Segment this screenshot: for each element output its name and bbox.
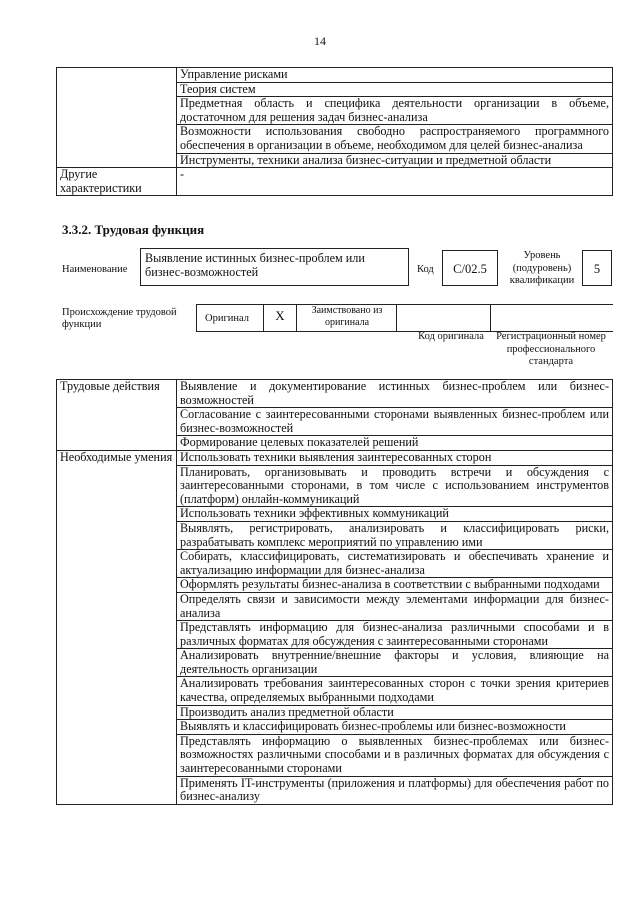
skill-item: Выявлять, регистрировать, анализировать и классифицировать риски, разрабатывать комплекс мероприятий по управлению ими [177, 521, 613, 549]
knowledge-item: Теория систем [177, 82, 613, 97]
table-row [57, 380, 613, 408]
knowledge-item: Управление рисками [177, 68, 613, 83]
borrowed-label: Заимствовано из оригинала [311, 305, 383, 328]
functions-table [56, 379, 613, 805]
labor-action-item: Формирование целевых показателей решений [177, 436, 613, 451]
other-characteristics-label: Другие характеристики [57, 168, 177, 196]
skill-item: Собирать, классифицировать, систематизировать и обеспечивать хранение и актуализацию информации для бизнес-анализа [177, 550, 613, 578]
original-label: Оригинал [205, 313, 249, 324]
skill-item: Планировать, организовывать и проводить встречи и обсуждения с заинтересованными сторонами, в том числе с использованием инструментов (платформ) онлайн-коммуникаций [177, 465, 613, 507]
page-number: 14 [314, 34, 326, 48]
code-label: Код [417, 264, 434, 275]
function-name-box: Выявление истинных бизнес-проблем или бизнес-возможностей [140, 248, 409, 286]
table-row [57, 68, 613, 83]
other-characteristics-value: - [177, 168, 613, 196]
skill-item: Применять IT-инструменты (приложения и платформы) для обеспечения работ по бизнес-анализу [177, 776, 613, 804]
skill-item: Представлять информацию для бизнес-анализа различными способами и в различных форматах для обсуждения с заинтересованными сторонами [177, 621, 613, 649]
section-title: 3.3.2. Трудовая функция [62, 222, 205, 237]
level-label: Уровень (подуровень) квалификации [509, 250, 575, 286]
skill-item: Оформлять результаты бизнес-анализа в соответствии с выбранными подходами [177, 578, 613, 593]
original-mark: X [275, 308, 285, 323]
level-value-box: 5 [582, 250, 612, 286]
code-value-box: C/02.5 [442, 250, 498, 286]
skill-item: Анализировать внутренние/внешние факторы и условия, влияющие на деятельность организации [177, 649, 613, 677]
knowledge-item: Инструменты, техники анализа бизнес-ситуации и предметной области [177, 153, 613, 168]
required-skills-label: Необходимые умения [57, 450, 177, 804]
divider [396, 304, 397, 331]
knowledge-item: Предметная область и специфика деятельности организации в объеме, достаточном для решения задач бизнес-анализа [177, 97, 613, 125]
labor-action-item: Согласование с заинтересованными сторонами выявленных бизнес-проблем или бизнес-возможностей [177, 408, 613, 436]
skill-item: Производить анализ предметной области [177, 705, 613, 720]
knowledge-item: Возможности использования свободно распространяемого программного обеспечения в организации в объеме, необходимом для целей бизнес-анализа [177, 125, 613, 153]
reg-number-caption: Регистрационный номер профессионального стандарта [496, 331, 606, 367]
origin-label: Происхождение трудовой функции [62, 307, 177, 330]
skill-item: Выявлять и классифицировать бизнес-проблемы или бизнес-возможности [177, 720, 613, 735]
code-original-caption: Код оригинала [418, 331, 484, 342]
divider [296, 304, 297, 331]
skill-item: Определять связи и зависимости между элементами информации для бизнес-анализа [177, 592, 613, 620]
divider [490, 304, 491, 331]
labor-actions-label: Трудовые действия [57, 380, 177, 451]
skill-item: Представлять информацию о выявленных бизнес-проблемах или бизнес-возможностях различными способами и в различных форматах для обсуждения с заинтересованными сторонами [177, 734, 613, 776]
skill-item: Использовать техники выявления заинтересованных сторон [177, 450, 613, 465]
skill-item: Анализировать требования заинтересованных сторон с точки зрения критериев качества, определяемых выбранными подходами [177, 677, 613, 705]
labor-action-item: Выявление и документирование истинных бизнес-проблем или бизнес-возможностей [177, 380, 613, 408]
name-label: Наименование [62, 264, 128, 275]
table-row [57, 450, 613, 465]
table-row [57, 168, 613, 196]
empty-label-cell [57, 68, 177, 168]
origin-grid [196, 304, 613, 332]
skill-item: Использовать техники эффективных коммуникаций [177, 507, 613, 522]
knowledge-table [56, 67, 613, 196]
